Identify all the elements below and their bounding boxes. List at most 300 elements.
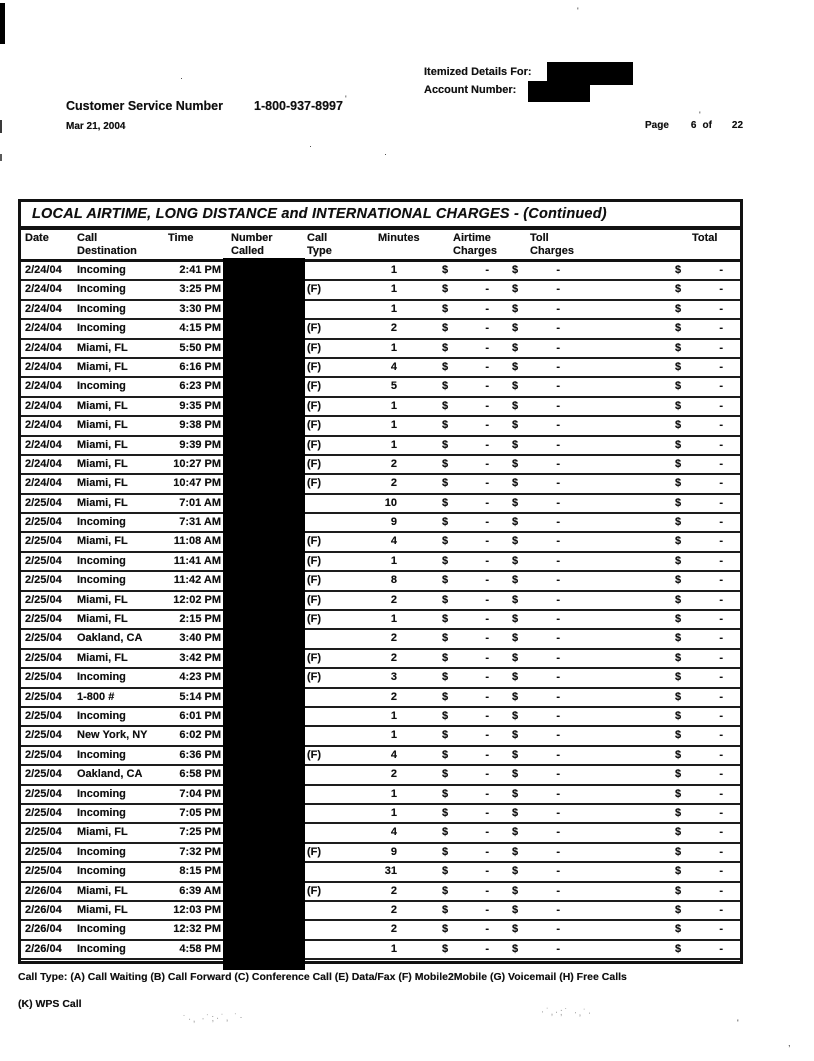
cell-airtime-charges xyxy=(442,727,489,744)
currency-symbol: $ xyxy=(675,380,682,393)
currency-symbol: $ xyxy=(512,322,519,335)
cell-destination: Incoming xyxy=(77,942,126,955)
cell-destination: Miami, FL xyxy=(77,438,128,451)
scan-speck: · xyxy=(309,141,312,151)
cell-time: 6:23 PM xyxy=(179,380,221,393)
page-indicator xyxy=(645,120,743,131)
cell-minutes: 1 xyxy=(390,554,397,567)
amount-value: - xyxy=(556,651,560,664)
currency-symbol: $ xyxy=(442,671,449,684)
scan-speck: ' xyxy=(737,1018,739,1028)
column-header-airtime-charges: Airtime Charges xyxy=(453,232,498,257)
amount-value: - xyxy=(485,787,489,800)
currency-symbol: $ xyxy=(442,302,449,315)
currency-symbol: $ xyxy=(442,496,449,509)
cell-destination: Miami, FL xyxy=(77,399,128,412)
cell-destination: Miami, FL xyxy=(77,651,128,664)
cell-time: 11:41 AM xyxy=(173,554,221,567)
amount-value: - xyxy=(719,341,723,354)
amount-value: - xyxy=(556,768,560,781)
table-rows xyxy=(21,262,740,961)
amount-value: - xyxy=(556,457,560,470)
cell-total xyxy=(675,786,723,803)
cell-time: 6:39 AM xyxy=(179,884,221,897)
cell-time: 9:38 PM xyxy=(179,419,221,432)
currency-symbol: $ xyxy=(442,768,449,781)
amount-value: - xyxy=(556,942,560,955)
cell-date: 2/25/04 xyxy=(25,593,62,606)
cell-time: 5:14 PM xyxy=(179,690,221,703)
cell-airtime-charges xyxy=(442,340,489,357)
cell-total xyxy=(675,533,723,550)
cell-total xyxy=(675,475,723,492)
currency-symbol: $ xyxy=(442,477,449,490)
cell-date: 2/24/04 xyxy=(25,302,62,315)
cell-minutes: 5 xyxy=(390,380,397,393)
cell-time: 10:27 PM xyxy=(173,457,221,470)
cell-minutes: 2 xyxy=(390,457,397,470)
cell-call-type: (F) xyxy=(307,845,322,858)
table-row xyxy=(21,572,740,591)
cell-destination: Miami, FL xyxy=(77,477,128,490)
amount-value: - xyxy=(719,477,723,490)
amount-value: - xyxy=(485,729,489,742)
amount-value: - xyxy=(556,593,560,606)
cell-time: 2:15 PM xyxy=(179,613,221,626)
table-row xyxy=(21,786,740,805)
currency-symbol: $ xyxy=(512,477,519,490)
currency-symbol: $ xyxy=(675,496,682,509)
cell-total xyxy=(675,689,723,706)
currency-symbol: $ xyxy=(675,768,682,781)
table-row xyxy=(21,708,740,727)
currency-symbol: $ xyxy=(675,593,682,606)
amount-value: - xyxy=(719,884,723,897)
currency-symbol: $ xyxy=(442,264,449,276)
cell-minutes: 4 xyxy=(390,748,397,761)
page-count: 22 xyxy=(731,120,744,131)
cell-minutes: 4 xyxy=(390,535,397,548)
cell-destination: Miami, FL xyxy=(77,613,128,626)
amount-value: - xyxy=(719,632,723,645)
customer-service-label: Customer Service Number xyxy=(66,99,224,113)
currency-symbol: $ xyxy=(512,865,519,878)
cell-time: 10:47 PM xyxy=(173,477,221,490)
cell-minutes: 2 xyxy=(390,768,397,781)
amount-value: - xyxy=(719,903,723,916)
cell-time: 6:16 PM xyxy=(179,360,221,373)
amount-value: - xyxy=(719,787,723,800)
cell-total xyxy=(675,921,723,938)
cell-total xyxy=(675,592,723,609)
cell-destination: Incoming xyxy=(77,283,126,296)
currency-symbol: $ xyxy=(675,826,682,839)
currency-symbol: $ xyxy=(512,923,519,936)
currency-symbol: $ xyxy=(442,574,449,587)
cell-date: 2/25/04 xyxy=(25,709,62,722)
table-row xyxy=(21,844,740,863)
cell-destination: Miami, FL xyxy=(77,903,128,916)
currency-symbol: $ xyxy=(442,341,449,354)
table-row xyxy=(21,456,740,475)
cell-time: 4:58 PM xyxy=(179,942,221,955)
cell-airtime-charges xyxy=(442,805,489,822)
cell-minutes: 8 xyxy=(390,574,397,587)
cell-toll-charges xyxy=(512,456,560,473)
cell-date: 2/24/04 xyxy=(25,477,62,490)
currency-symbol: $ xyxy=(442,322,449,335)
table-row xyxy=(21,727,740,746)
currency-symbol: $ xyxy=(675,903,682,916)
cell-total xyxy=(675,766,723,783)
cell-toll-charges xyxy=(512,281,560,298)
amount-value: - xyxy=(485,748,489,761)
cell-date: 2/25/04 xyxy=(25,690,62,703)
table-row xyxy=(21,495,740,514)
currency-symbol: $ xyxy=(442,516,449,529)
amount-value: - xyxy=(556,438,560,451)
cell-destination: Miami, FL xyxy=(77,360,128,373)
cell-airtime-charges xyxy=(442,650,489,667)
currency-symbol: $ xyxy=(675,729,682,742)
cell-toll-charges xyxy=(512,824,560,841)
redacted-number-called-column xyxy=(223,258,305,970)
of-label: of xyxy=(702,120,712,131)
cell-airtime-charges xyxy=(442,262,489,279)
cell-total xyxy=(675,902,723,919)
cell-time: 9:39 PM xyxy=(179,438,221,451)
currency-symbol: $ xyxy=(442,632,449,645)
cell-toll-charges xyxy=(512,398,560,415)
cell-minutes: 1 xyxy=(390,341,397,354)
cell-time: 11:08 AM xyxy=(173,535,221,548)
table-row xyxy=(21,766,740,785)
currency-symbol: $ xyxy=(675,574,682,587)
cell-date: 2/24/04 xyxy=(25,283,62,296)
currency-symbol: $ xyxy=(512,399,519,412)
amount-value: - xyxy=(485,806,489,819)
amount-value: - xyxy=(485,477,489,490)
amount-value: - xyxy=(556,535,560,548)
amount-value: - xyxy=(719,457,723,470)
cell-airtime-charges xyxy=(442,630,489,647)
amount-value: - xyxy=(719,438,723,451)
amount-value: - xyxy=(556,690,560,703)
currency-symbol: $ xyxy=(675,302,682,315)
cell-time: 6:36 PM xyxy=(179,748,221,761)
currency-symbol: $ xyxy=(675,438,682,451)
currency-symbol: $ xyxy=(512,768,519,781)
cell-toll-charges xyxy=(512,727,560,744)
amount-value: - xyxy=(485,438,489,451)
cell-minutes: 1 xyxy=(390,283,397,296)
currency-symbol: $ xyxy=(512,360,519,373)
cell-toll-charges xyxy=(512,630,560,647)
account-number-label: Account Number: xyxy=(424,84,517,96)
cell-total xyxy=(675,514,723,531)
currency-symbol: $ xyxy=(512,457,519,470)
cell-minutes: 2 xyxy=(390,903,397,916)
cell-date: 2/24/04 xyxy=(25,380,62,393)
cell-minutes: 1 xyxy=(390,419,397,432)
cell-toll-charges xyxy=(512,611,560,628)
cell-minutes: 1 xyxy=(390,709,397,722)
amount-value: - xyxy=(485,768,489,781)
currency-symbol: $ xyxy=(675,787,682,800)
amount-value: - xyxy=(556,322,560,335)
cell-total xyxy=(675,630,723,647)
table-row xyxy=(21,553,740,572)
table-row xyxy=(21,921,740,940)
cell-total xyxy=(675,941,723,958)
cell-total xyxy=(675,359,723,376)
cell-destination: Incoming xyxy=(77,554,126,567)
cell-airtime-charges xyxy=(442,941,489,958)
cell-total xyxy=(675,553,723,570)
currency-symbol: $ xyxy=(675,845,682,858)
amount-value: - xyxy=(485,457,489,470)
currency-symbol: $ xyxy=(675,709,682,722)
table-title: LOCAL AIRTIME, LONG DISTANCE and INTERNATIONAL CHARGES - (Continued) xyxy=(21,202,740,230)
amount-value: - xyxy=(719,923,723,936)
cell-call-type: (F) xyxy=(307,341,322,354)
cell-airtime-charges xyxy=(442,611,489,628)
cell-destination: Miami, FL xyxy=(77,535,128,548)
cell-airtime-charges xyxy=(442,921,489,938)
cell-airtime-charges xyxy=(442,533,489,550)
cell-call-type: (F) xyxy=(307,438,322,451)
cell-destination: Oakland, CA xyxy=(77,632,143,645)
amount-value: - xyxy=(556,884,560,897)
cell-call-type: (F) xyxy=(307,748,322,761)
cell-airtime-charges xyxy=(442,766,489,783)
amount-value: - xyxy=(556,748,560,761)
amount-value: - xyxy=(719,574,723,587)
currency-symbol: $ xyxy=(675,671,682,684)
cell-destination: Miami, FL xyxy=(77,496,128,509)
amount-value: - xyxy=(719,535,723,548)
cell-date: 2/24/04 xyxy=(25,360,62,373)
currency-symbol: $ xyxy=(675,923,682,936)
statement-date: Mar 21, 2004 xyxy=(66,121,126,132)
cell-time: 7:05 PM xyxy=(179,806,221,819)
cell-time: 3:25 PM xyxy=(179,283,221,296)
cell-minutes: 2 xyxy=(390,690,397,703)
amount-value: - xyxy=(719,845,723,858)
table-row xyxy=(21,514,740,533)
amount-value: - xyxy=(719,690,723,703)
page-label: Page xyxy=(645,120,669,131)
table-row xyxy=(21,359,740,378)
cell-toll-charges xyxy=(512,689,560,706)
cell-destination: 1-800 # xyxy=(77,690,115,703)
currency-symbol: $ xyxy=(442,554,449,567)
cell-destination: Incoming xyxy=(77,322,126,335)
cell-airtime-charges xyxy=(442,844,489,861)
cell-date: 2/24/04 xyxy=(25,438,62,451)
cell-time: 12:03 PM xyxy=(173,903,221,916)
table-row xyxy=(21,378,740,397)
cell-date: 2/24/04 xyxy=(25,419,62,432)
amount-value: - xyxy=(719,360,723,373)
cell-date: 2/25/04 xyxy=(25,845,62,858)
cell-destination: Incoming xyxy=(77,264,126,276)
amount-value: - xyxy=(485,322,489,335)
cell-destination: Incoming xyxy=(77,516,126,529)
currency-symbol: $ xyxy=(675,748,682,761)
cell-minutes: 1 xyxy=(390,787,397,800)
scan-edge-mark xyxy=(0,154,2,161)
cell-total xyxy=(675,650,723,667)
currency-symbol: $ xyxy=(512,709,519,722)
cell-destination: Incoming xyxy=(77,923,126,936)
currency-symbol: $ xyxy=(675,651,682,664)
cell-toll-charges xyxy=(512,262,560,279)
table-row xyxy=(21,417,740,436)
amount-value: - xyxy=(556,399,560,412)
cell-time: 7:31 AM xyxy=(179,516,221,529)
amount-value: - xyxy=(719,671,723,684)
cell-call-type: (F) xyxy=(307,360,322,373)
table-row xyxy=(21,805,740,824)
cell-total xyxy=(675,456,723,473)
amount-value: - xyxy=(485,690,489,703)
cell-date: 2/25/04 xyxy=(25,535,62,548)
amount-value: - xyxy=(719,613,723,626)
cell-date: 2/25/04 xyxy=(25,826,62,839)
column-header-date: Date xyxy=(25,232,49,244)
cell-date: 2/25/04 xyxy=(25,748,62,761)
currency-symbol: $ xyxy=(512,651,519,664)
charges-table xyxy=(18,199,743,964)
amount-value: - xyxy=(485,826,489,839)
cell-airtime-charges xyxy=(442,708,489,725)
cell-destination: Oakland, CA xyxy=(77,768,143,781)
table-row xyxy=(21,340,740,359)
amount-value: - xyxy=(485,574,489,587)
amount-value: - xyxy=(485,516,489,529)
cell-destination: Incoming xyxy=(77,845,126,858)
currency-symbol: $ xyxy=(675,283,682,296)
cell-toll-charges xyxy=(512,786,560,803)
cell-airtime-charges xyxy=(442,863,489,880)
table-row xyxy=(21,863,740,882)
cell-date: 2/25/04 xyxy=(25,671,62,684)
currency-symbol: $ xyxy=(442,283,449,296)
currency-symbol: $ xyxy=(442,923,449,936)
currency-symbol: $ xyxy=(442,613,449,626)
table-row xyxy=(21,669,740,688)
amount-value: - xyxy=(485,884,489,897)
table-row xyxy=(21,437,740,456)
cell-toll-charges xyxy=(512,766,560,783)
cell-airtime-charges xyxy=(442,378,489,395)
cell-call-type: (F) xyxy=(307,380,322,393)
cell-call-type: (F) xyxy=(307,574,322,587)
cell-minutes: 1 xyxy=(390,264,397,276)
currency-symbol: $ xyxy=(442,438,449,451)
cell-time: 12:32 PM xyxy=(173,923,221,936)
page-number: 6 xyxy=(690,120,697,131)
cell-total xyxy=(675,378,723,395)
currency-symbol: $ xyxy=(675,865,682,878)
cell-airtime-charges xyxy=(442,417,489,434)
cell-call-type: (F) xyxy=(307,477,322,490)
currency-symbol: $ xyxy=(675,884,682,897)
currency-symbol: $ xyxy=(442,419,449,432)
amount-value: - xyxy=(556,709,560,722)
amount-value: - xyxy=(485,360,489,373)
cell-minutes: 4 xyxy=(390,360,397,373)
cell-toll-charges xyxy=(512,941,560,958)
cell-airtime-charges xyxy=(442,747,489,764)
cell-destination: Miami, FL xyxy=(77,419,128,432)
cell-toll-charges xyxy=(512,883,560,900)
table-row xyxy=(21,941,740,960)
scan-speck: ' xyxy=(577,6,579,16)
cell-airtime-charges xyxy=(442,437,489,454)
currency-symbol: $ xyxy=(512,302,519,315)
scan-speck: ' xyxy=(345,94,347,104)
amount-value: - xyxy=(485,651,489,664)
currency-symbol: $ xyxy=(675,942,682,955)
table-row xyxy=(21,281,740,300)
amount-value: - xyxy=(556,806,560,819)
cell-call-type: (F) xyxy=(307,457,322,470)
currency-symbol: $ xyxy=(512,787,519,800)
scan-smudge: ·˙‚·;˙ ·‚˙· xyxy=(540,1006,594,1018)
currency-symbol: $ xyxy=(512,593,519,606)
cell-date: 2/25/04 xyxy=(25,574,62,587)
cell-total xyxy=(675,708,723,725)
currency-symbol: $ xyxy=(675,457,682,470)
cell-total xyxy=(675,262,723,279)
cell-total xyxy=(675,437,723,454)
table-row xyxy=(21,824,740,843)
amount-value: - xyxy=(719,651,723,664)
currency-symbol: $ xyxy=(442,806,449,819)
cell-date: 2/24/04 xyxy=(25,341,62,354)
currency-symbol: $ xyxy=(442,690,449,703)
cell-time: 7:01 AM xyxy=(179,496,221,509)
amount-value: - xyxy=(719,283,723,296)
currency-symbol: $ xyxy=(675,806,682,819)
cell-airtime-charges xyxy=(442,301,489,318)
cell-date: 2/26/04 xyxy=(25,903,62,916)
cell-airtime-charges xyxy=(442,689,489,706)
cell-destination: New York, NY xyxy=(77,729,148,742)
amount-value: - xyxy=(485,865,489,878)
amount-value: - xyxy=(556,302,560,315)
currency-symbol: $ xyxy=(512,671,519,684)
currency-symbol: $ xyxy=(675,632,682,645)
amount-value: - xyxy=(719,729,723,742)
cell-destination: Miami, FL xyxy=(77,884,128,897)
cell-total xyxy=(675,495,723,512)
cell-minutes: 1 xyxy=(390,942,397,955)
currency-symbol: $ xyxy=(512,554,519,567)
cell-minutes: 4 xyxy=(390,826,397,839)
amount-value: - xyxy=(556,613,560,626)
column-header-time: Time xyxy=(168,232,194,244)
cell-toll-charges xyxy=(512,378,560,395)
cell-airtime-charges xyxy=(442,320,489,337)
table-row xyxy=(21,630,740,649)
amount-value: - xyxy=(556,496,560,509)
currency-symbol: $ xyxy=(442,787,449,800)
amount-value: - xyxy=(556,574,560,587)
cell-toll-charges xyxy=(512,437,560,454)
